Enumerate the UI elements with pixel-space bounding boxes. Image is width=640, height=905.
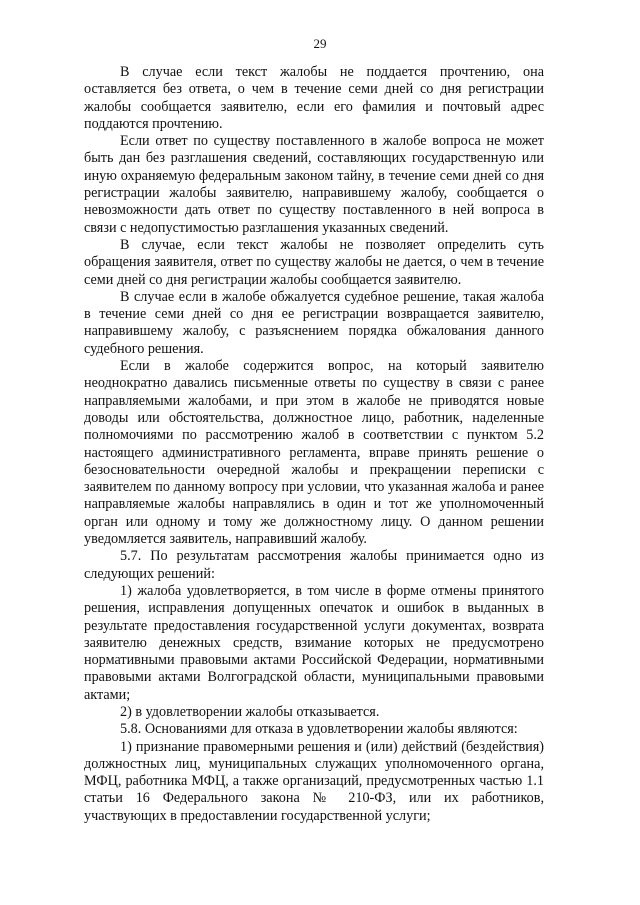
paragraph-section-5-8: 5.8. Основаниями для отказа в удовлетворении жалобы являются: [120, 721, 518, 738]
paragraph-section-5-7: 5.7. По результатам рассмотрения жалобы принимается одно из следующих решений: [84, 548, 544, 582]
paragraph-unreadable-complaint: В случае если текст жалобы не поддается прочтению, она оставляется без ответа, о чем в течение семи дней со дня регистрации жалобы сообщается заявителю, если его фамилия и почтовый адрес поддаются прочтению. [84, 64, 544, 132]
paragraph-undeterminable-essence: В случае, если текст жалобы не позволяет определить суть обращения заявителя, ответ по существу жалобы не дается, о чем в течение семи дней со дня регистрации жалобы сообщается заявителю. [84, 236, 544, 288]
document-body [84, 64, 544, 825]
paragraph-decision-2-refused: 2) в удовлетворении жалобы отказывается. [120, 703, 380, 720]
paragraph-state-secret: Если ответ по существу поставленного в жалобе вопроса не может быть дан без разглашения сведений, составляющих государственную или иную охраняемую федеральным законом тайну, в течение семи дней со дня регистрации жалобы заявителю, направившему жалобу, сообщается о невозможности дать ответ по существу поставленного в ней вопроса в связи с недопустимостью разглашения указанных сведений. [84, 133, 544, 236]
paragraph-repeated-question: Если в жалобе содержится вопрос, на который заявителю неоднократно давались письменные ответы по существу в связи с ранее направляемыми жалобами, и при этом в жалобе не приводятся новые доводы или обстоятельства, должностное лицо, работник, наделенные полномочиями по рассмотрению жалоб в соответствии с пунктом 5.2 настоящего административного регламента, вправе принять решение о безосновательности очередной жалобы и прекращении переписки с заявителем по данному вопросу при условии, что указанная жалоба и ранее направляемые жалобы направлялись в один и тот же уполномоченный орган или одному и тому же должностному лицу. О данном решении уведомляется заявитель, направивший жалобу. [84, 358, 544, 548]
paragraph-decision-1-satisfied: 1) жалоба удовлетворяется, в том числе в форме отмены принятого решения, исправления допущенных опечаток и ошибок в выданных в результате предоставления государственной услуги документах, возврата заявителю денежных средств, взимание которых не предусмотрено нормативными правовыми актами Российской Федерации, нормативными правовыми актами Волгоградской области, муниципальными правовыми актами; [84, 582, 544, 703]
paragraph-court-decision: В случае если в жалобе обжалуется судебное решение, такая жалоба в течение семи дней со дня ее регистрации возвращается заявителю, направившему жалобу, с разъяснением порядка обжалования данного судебного решения. [84, 288, 544, 357]
page-number: 29 [313, 36, 327, 51]
paragraph-refusal-ground-1: 1) признание правомерными решения и (или) действий (бездействия) должностных лиц, муниципальных служащих уполномоченного органа, МФЦ, работника МФЦ, а также организаций, предусмотренных частью 1.1 статьи 16 Федерального закона № 210-ФЗ, или их работников, участвующих в предоставлении государственной услуги; [84, 738, 544, 824]
